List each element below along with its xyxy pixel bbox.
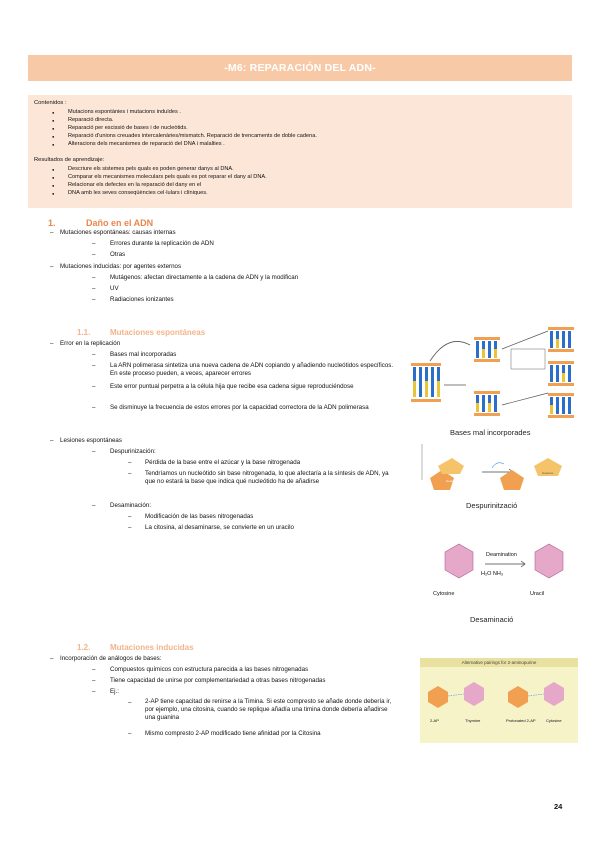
list-item: ● Mutacions espontànies i mutacions induïdes . [68, 109, 181, 115]
dna-strand-icon [548, 327, 574, 352]
list-item: ● Relacionar els defectes en la reparació del dany en el [68, 182, 201, 188]
text-line: Desaminación: [110, 502, 151, 509]
text-line: Compuestos químicos con estructura parecida a las bases nitrogenadas [110, 666, 309, 673]
page-title: -M6: REPARACIÓN DEL ADN- [224, 62, 376, 74]
text-paragraph: Tendríamos un nucleótido sin base nitrogenada, lo que afectaría a la síntesis de ADN, ya que no estará la base que indica qué nucleótido ha de añadirse [145, 470, 389, 485]
text-line: Mutaciones espontáneas: causas internas [60, 229, 176, 236]
svg-text:Guanine: Guanine [446, 479, 458, 483]
molecule-label: Cytosine [433, 591, 455, 597]
text-line: Errores durante la replicación de ADN [110, 240, 214, 247]
text-line: Otras [110, 251, 126, 258]
text-line: Modificación de las bases nitrogenadas [145, 513, 254, 520]
dna-strand-icon [411, 363, 441, 402]
section-number: 1.1. [77, 328, 91, 337]
molecule-label: Uracil [530, 591, 545, 597]
section-title: Daño en el ADN [86, 218, 154, 228]
list-item: ● Descriure els sistemes pels quals es poden generar danys al DNA. [68, 166, 234, 172]
results-label: Resultados de aprendizaje: [34, 157, 105, 163]
dna-strand-icon [474, 391, 500, 416]
molecule-label: Thymine [465, 718, 481, 723]
reaction-enzyme-label: Deamination [486, 552, 517, 558]
text-paragraph: La ARN polimerasa sintetiza una nueva cadena de ADN copiando y añadiendo nucleótidos específicos. En este proceso pueden, a veces, aparecer errores [110, 362, 394, 377]
depurination-diagram [412, 440, 577, 500]
text-line: Mismo compresto 2-AP modificado tiene afinidad por la Citosina [145, 730, 321, 737]
reaction-reagents-label: H₂O NH₃ [481, 571, 504, 577]
text-line: Tiene capacidad de unirse por complementariedad a otras bases nitrogenadas [110, 677, 326, 684]
section-number: 1.2. [77, 643, 91, 652]
page-number: 24 [554, 802, 563, 811]
text-line: Error en la replicación [60, 340, 121, 347]
text-line: Despurinización: [110, 448, 156, 455]
text-line: Mutágenos: afectan directamente a la cadena de ADN y la modifican [110, 274, 299, 281]
dna-strand-icon [474, 337, 500, 362]
contents-label: Contenidos : [34, 100, 67, 106]
section-number: 1. [48, 218, 56, 228]
text-line: Pérdida de la base entre el azúcar y la base nitrogenada [145, 459, 301, 466]
page-title-banner [28, 55, 572, 81]
text-line: Mutaciones inducidas: por agentes externos [60, 263, 182, 270]
text-line: Bases mal incorporadas [110, 351, 177, 358]
section-title: Mutaciones inducidas [110, 643, 194, 652]
text-line: Lesiones espontáneas [60, 437, 122, 444]
list-item: ● Reparació d'unions creuades intercalenàries/mismatch. Reparació de trencaments de doble cadena. [68, 133, 317, 139]
list-item: ● Alteracions dels mecanismes de reparació del DNA i malalties . [68, 141, 225, 147]
text-paragraph: 2-AP tiene capacitad de renirse a la Timina. Si este compresto se añade donde debería ir, por ejemplo, una citosina, cuando se replique añadía una timina donde debería añadirse una guanina [145, 698, 392, 721]
text-line: Radiaciones ionizantes [110, 296, 174, 303]
list-item: ● Comparar els mecanismes moleculars pels quals es pot reparar el dany al DNA. [68, 174, 267, 180]
dna-strand-icon [548, 361, 574, 386]
molecule-label: 2-AP [430, 718, 439, 723]
figure-caption: Despurinització [466, 501, 518, 510]
figure-title: Alternative pairings for 2-aminopurine [420, 658, 578, 667]
list-item: ● DNA amb les seves conseqüències cel·lulars i clíniques. [68, 190, 208, 196]
text-line: La citosina, al desaminarse, se convierte en un uracilo [145, 524, 294, 531]
text-line: Ej.: [110, 688, 119, 695]
text-paragraph: Se disminuye la frecuencia de estos errores por la capacidad correctora de la ADN polimerasa [110, 404, 369, 411]
svg-text:Guanine: Guanine [542, 471, 554, 475]
text-line: UV [110, 285, 119, 292]
section-title: Mutaciones espontáneas [110, 328, 206, 337]
aminopurine-figure [420, 658, 578, 743]
replication-diagram [408, 325, 578, 425]
figure-caption: Bases mal incorporades [450, 428, 531, 437]
text-paragraph: Este error puntual perpetra a la célula hija que recibe esa cadena sigue reproduciéndose [110, 383, 354, 390]
molecule-label: Cytosine [546, 718, 562, 723]
text-line: Incorporación de análogos de bases: [60, 655, 162, 662]
dna-strand-icon [548, 393, 574, 418]
contents-box [28, 95, 572, 208]
figure-caption: Desaminació [470, 615, 514, 624]
list-item: ● Reparació per escissió de bases i de nucleòtids. [68, 125, 188, 131]
list-item: ● Reparació directa. [68, 117, 113, 123]
molecule-label: Protonated 2-AP [506, 718, 536, 723]
